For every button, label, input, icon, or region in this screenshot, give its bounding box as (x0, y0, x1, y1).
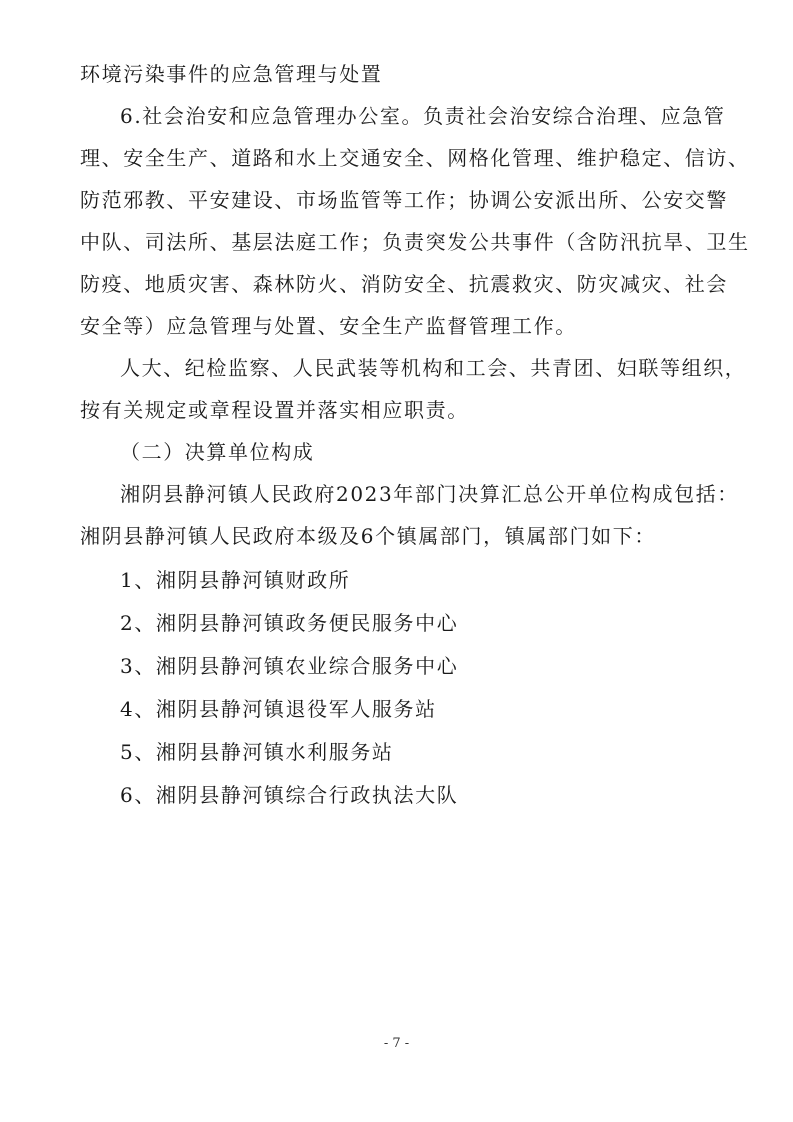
list-item: 3、湘阴县静河镇农业综合服务中心 (120, 654, 459, 678)
paragraph-line: 防疫、地质灾害、森林防火、消防安全、抗震救灾、防灾减灾、社会 (80, 272, 728, 296)
paragraph-line: 湘阴县静河镇人民政府2023年部门决算汇总公开单位构成包括： (120, 482, 739, 506)
list-item: 1、湘阴县静河镇财政所 (120, 568, 351, 592)
section-heading: （二）决算单位构成 (120, 440, 315, 464)
paragraph-line: 人大、纪检监察、人民武装等机构和工会、共青团、妇联等组织， (120, 356, 747, 380)
list-item: 4、湘阴县静河镇退役军人服务站 (120, 697, 437, 721)
paragraph-line: 中队、司法所、基层法庭工作；负责突发公共事件（含防汛抗旱、卫生 (80, 230, 750, 254)
list-item: 2、湘阴县静河镇政务便民服务中心 (120, 611, 459, 635)
paragraph-line: 湘阴县静河镇人民政府本级及6个镇属部门，镇属部门如下： (80, 524, 656, 548)
page-number: - 7 - (383, 1036, 410, 1051)
list-item: 6、湘阴县静河镇综合行政执法大队 (120, 783, 459, 807)
list-item: 5、湘阴县静河镇水利服务站 (120, 740, 394, 764)
paragraph-line: 防范邪教、平安建设、市场监管等工作；协调公安派出所、公安交警 (80, 188, 728, 212)
paragraph-line: 安全等）应急管理与处置、安全生产监督管理工作。 (80, 314, 577, 338)
paragraph-line: 环境污染事件的应急管理与处置 (80, 62, 383, 86)
paragraph-line: 理、安全生产、道路和水上交通安全、网格化管理、维护稳定、信访、 (80, 146, 750, 170)
paragraph-line: 6.社会治安和应急管理办公室。负责社会治安综合治理、应急管 (120, 104, 726, 128)
paragraph-line: 按有关规定或章程设置并落实相应职责。 (80, 398, 469, 422)
